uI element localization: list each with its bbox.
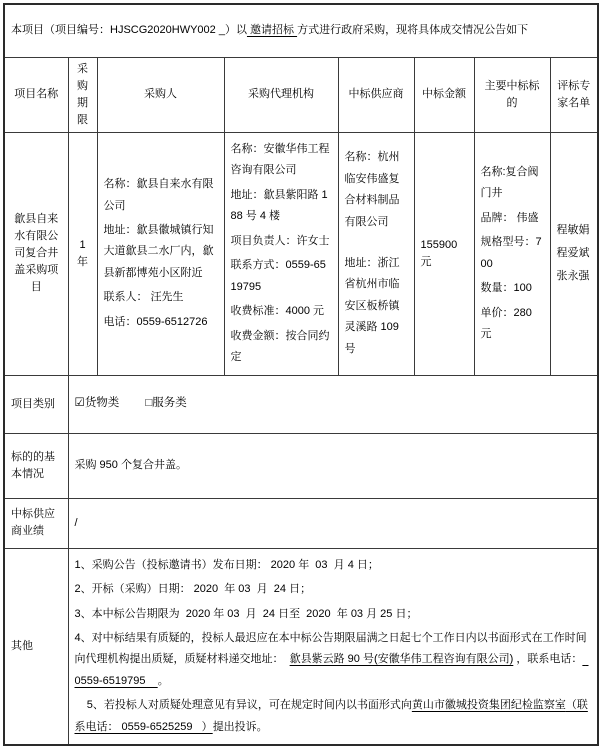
subject-spec: 规格型号：700	[480, 236, 542, 270]
cell-other	[68, 548, 598, 745]
other-line-publicity-period: 3、本中标公告期限为 2020 年 03 月 24 日至 2020 年 03 月 25 日；	[74, 607, 418, 620]
header-purchaser: 采购人	[97, 57, 224, 132]
procurement-table	[3, 3, 599, 746]
intro-statement	[4, 4, 598, 57]
objection-mid-text: ，联系电话：	[513, 653, 583, 666]
label-subject-info: 标的的基本情况	[4, 433, 68, 498]
expert-name: 程爱斌	[556, 247, 590, 260]
cell-expert-list	[550, 132, 598, 375]
complaint-end-text: 提出投诉。	[212, 720, 268, 733]
complaint-phone: （联系电话： 0559-6525259 ）	[74, 699, 588, 733]
cell-agency	[224, 132, 338, 375]
label-supplier-performance: 中标供应商业绩	[4, 498, 68, 548]
agency-manager: 项目负责人：许女士	[230, 234, 330, 247]
objection-address: 歙县紫云路 90 号(安徽华伟工程咨询有限公司)	[289, 653, 514, 666]
service-category-label: 服务类	[152, 397, 187, 410]
intro-suffix: 方式进行政府采购，现将具体成交情况公告如下	[297, 24, 529, 37]
header-purchase-period: 采购期限	[68, 57, 97, 132]
agency-address: 地址：歙县紫阳路 188 号 4 楼	[230, 188, 328, 223]
winning-amount-text: 155900 元	[420, 238, 458, 268]
header-winning-amount: 中标金额	[414, 57, 474, 132]
purchaser-name: 名称：歙县自来水有限公司	[103, 178, 214, 212]
cell-winning-supplier	[338, 132, 414, 375]
supplier-address: 地址：浙江省杭州市临安区板桥镇灵溪路 109 号	[344, 256, 400, 355]
cell-subject-info	[68, 433, 598, 498]
header-expert-list: 评标专家名单	[550, 57, 598, 132]
subject-info-text: 采购 950 个复合井盖。	[74, 459, 187, 472]
expert-name: 张永强	[556, 270, 590, 283]
agency-phone: 联系方式：0559-6519795	[230, 259, 326, 293]
service-unchecked-checkbox-icon: □	[145, 397, 153, 410]
objection-end-text: 。	[157, 674, 169, 687]
announcement-document	[3, 3, 597, 746]
intro-prefix: 本项目（项目编号：HJSCG2020HWY002 _）以	[11, 24, 247, 37]
objection-text: 4、对中标结果有质疑的，投标人最迟应在本中标公告期限届满之日起七个工作日内以书面形式在工作时间向代理机构提出质疑，质疑材料递交地址：	[74, 632, 587, 666]
cell-project-name	[4, 132, 68, 375]
cell-supplier-performance	[68, 498, 598, 548]
purchase-period-text: 1 年	[77, 238, 88, 268]
subject-name: 名称:复合阀门井	[480, 165, 539, 200]
purchaser-phone: 电话：0559-6512726	[103, 315, 208, 328]
complaint-text: 5、若投标人对质疑处理意见有异议，可在规定时间内以书面形式向	[74, 699, 412, 712]
other-line-opening-date: 2、开标（采购）日期： 2020 年 03 月 24 日；	[74, 583, 312, 596]
supplier-name: 名称：杭州临安伟盛复合材料制品有限公司	[344, 151, 400, 228]
other-line-complaint	[75, 695, 592, 738]
complaint-office: 黄山市徽城投资集团纪检监察室	[411, 699, 566, 712]
header-main-subject: 主要中标标的	[474, 57, 550, 132]
expert-name: 程敏娟	[556, 224, 590, 237]
agency-fee-amount: 收费金额：按合同约定	[230, 329, 330, 363]
purchaser-address: 地址：歙县徽城镇行知大道歙县二水厂内，歙县新都博苑小区附近	[103, 224, 214, 279]
cell-purchase-period	[68, 132, 97, 375]
other-line-announcement-date: 1、采购公告（投标邀请书）发布日期： 2020 年 03 月 4 日；	[74, 558, 379, 571]
purchaser-contact: 联系人： 汪先生	[103, 291, 184, 304]
other-line-objection	[75, 628, 592, 692]
subject-quantity: 数量：100	[480, 282, 532, 295]
objection-phone: 0559-6519795	[74, 653, 589, 687]
supplier-performance-text: /	[74, 516, 78, 529]
agency-name: 名称：安徽华伟工程咨询有限公司	[230, 143, 330, 177]
subject-unit-price: 单价：280 元	[480, 306, 532, 340]
agency-fee-standard: 收费标准：4000 元	[230, 305, 325, 318]
header-project-name: 项目名称	[4, 57, 68, 132]
subject-brand: 品牌： 伟盛	[480, 211, 539, 224]
cell-main-subject	[474, 132, 550, 375]
cell-purchaser	[97, 132, 224, 375]
procurement-method: 邀请招标	[246, 24, 298, 37]
cell-winning-amount	[414, 132, 474, 375]
label-other: 其他	[4, 548, 68, 745]
header-winning-supplier: 中标供应商	[338, 57, 414, 132]
header-agency: 采购代理机构	[224, 57, 338, 132]
goods-checked-checkbox-icon: ☑	[74, 397, 85, 410]
project-name-text: 歙县自来水有限公司复合井盖采购项目	[14, 213, 59, 294]
goods-category-label: 货物类	[84, 397, 120, 410]
label-project-category: 项目类别	[4, 375, 68, 433]
cell-project-category	[68, 375, 598, 433]
